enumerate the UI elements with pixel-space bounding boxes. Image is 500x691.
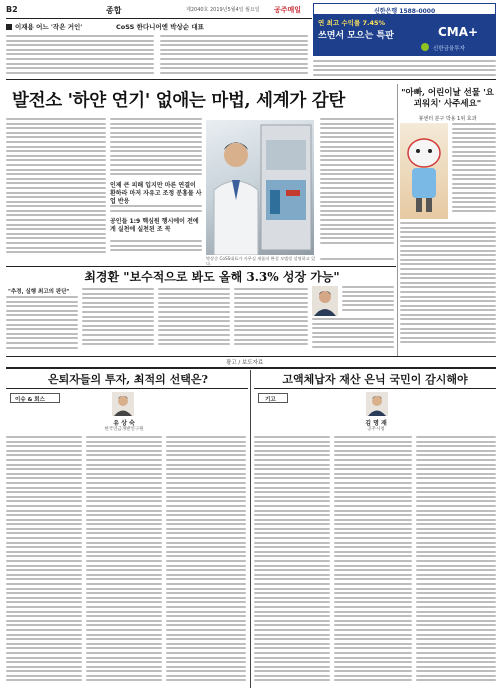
issue-line: 제2040호 2019년5월4일 월요일 [186,7,260,13]
masthead: 공주매일 [274,5,302,14]
main-subhead-2-text: 공인들 1:9 핵심원 행시에이 전에게 실천에 실천된 조 꼭 [110,218,199,233]
portrait-icon [312,286,338,316]
author-portrait-icon [366,392,388,416]
section-label: 종합 [106,6,122,15]
top-brief[interactable] [6,22,306,32]
economy-headline[interactable]: 최경환 "보수적으로 봐도 올해 3.3% 성장 가능" [84,270,340,284]
ad-brand-bar [313,3,496,15]
brief-title: CoSS 한다니어엔 박상순 대표 [116,23,204,31]
ad-headline: 쓰면서 모으는 특판 [318,31,394,41]
main-subhead-1 [110,182,202,205]
ad-strip-label: 광고 / 보도자료 [226,360,264,366]
side-divider [397,84,398,356]
side-body-a [452,123,496,219]
side-headline[interactable] [400,88,495,109]
side-body-b [400,222,496,354]
column-left-tag [10,393,60,403]
economy-body-col1 [6,296,78,354]
column-right-tag [258,393,288,403]
columns-divider [250,370,251,688]
main-body-col2b [110,205,202,217]
column-right-tag-text: 기고 [265,397,276,403]
brief-body-right [160,35,308,77]
main-photo [206,120,314,255]
column-right-title[interactable]: 고액체납자 재산 은닉 국민이 감시해야 [282,373,468,386]
page-number: B2 [6,5,18,14]
ad-logo-icon [421,43,429,51]
economy-body-col6 [342,286,394,316]
ad-footer: 신한금융투자 [433,46,465,52]
main-subhead-1-text: 인제 큰 피해 입지만 마른 연결이 환하라 마저 자유고 조정 분홍물 사업 반응 [110,182,202,205]
column-left-body-2 [86,436,162,686]
header-rule [6,18,312,19]
ad-strip [6,357,496,367]
economy-body-col4 [234,288,308,354]
ad-strip-bottom-rule [6,367,496,369]
toy-illustration [400,123,448,219]
column-right-rule [254,388,496,389]
economy-subhead: "추경, 실행 최고의 판단" [8,289,70,295]
main-body-col2 [110,118,202,178]
column-right-body-3 [416,436,496,686]
economy-photo [312,286,338,316]
column-right-body-2 [334,436,412,686]
column-left-rule [6,388,248,389]
side-sub-text: 봉센터 분구 박용 1위 효과 [418,116,477,122]
brief-icon [6,24,12,30]
main-photo-caption [206,256,318,267]
brief-rule [6,79,496,80]
brief-body-left [6,35,154,77]
column-right-author-photo [366,392,388,416]
main-body-col1 [6,118,106,258]
main-photo-caption-text: 박상순 CoSS대표가 사무실 제품의 완성 모델링 설명하고 있다. [206,256,316,267]
ad-product: CMA+ [438,25,479,39]
column-left-body-3 [166,436,246,686]
ad-brand-line: 신한은행 1588-0000 [374,8,436,15]
column-right-author: 김 명 재 [365,420,387,427]
ad-rate-line: 연 최고 수익률 7.45% [318,19,386,27]
side-sub [400,115,495,122]
economy-body-col3 [158,288,230,354]
photo-illustration [206,120,314,255]
main-body-col5 [320,118,394,256]
main-article-bottom-rule [6,266,396,267]
main-body-col6 [320,258,394,264]
column-left-author-photo [112,392,134,416]
column-left-title[interactable]: 은퇴자들의 투자, 최적의 선택은? [48,373,208,386]
brief-label: 이재용 어느 '작은 거인' [15,23,83,31]
economy-body-col5 [312,318,394,354]
main-subhead-2 [110,218,202,234]
economy-body-col2 [82,288,154,354]
column-right-body-1 [254,436,330,686]
author-portrait-icon [112,392,134,416]
column-left-tag-text: 이슈 & 회스 [15,397,45,403]
main-body-col2c [110,240,202,258]
side-headline-text: "아빠, 어린이날 선물 '요괴워치' 사주세요" [401,88,494,109]
column-right-author-title: 공주시청 [367,427,385,432]
side-photo [400,123,448,219]
column-left-author-title: 한국연금개발연구원 [104,427,144,432]
brief-body-far-right [313,60,496,77]
column-left-author: 유 상 숙 [113,420,135,427]
column-left-body-1 [6,436,82,686]
top-ad[interactable] [313,3,496,56]
main-headline[interactable]: 발전소 '하얀 연기' 없애는 마법, 세계가 감탄 [12,91,345,111]
